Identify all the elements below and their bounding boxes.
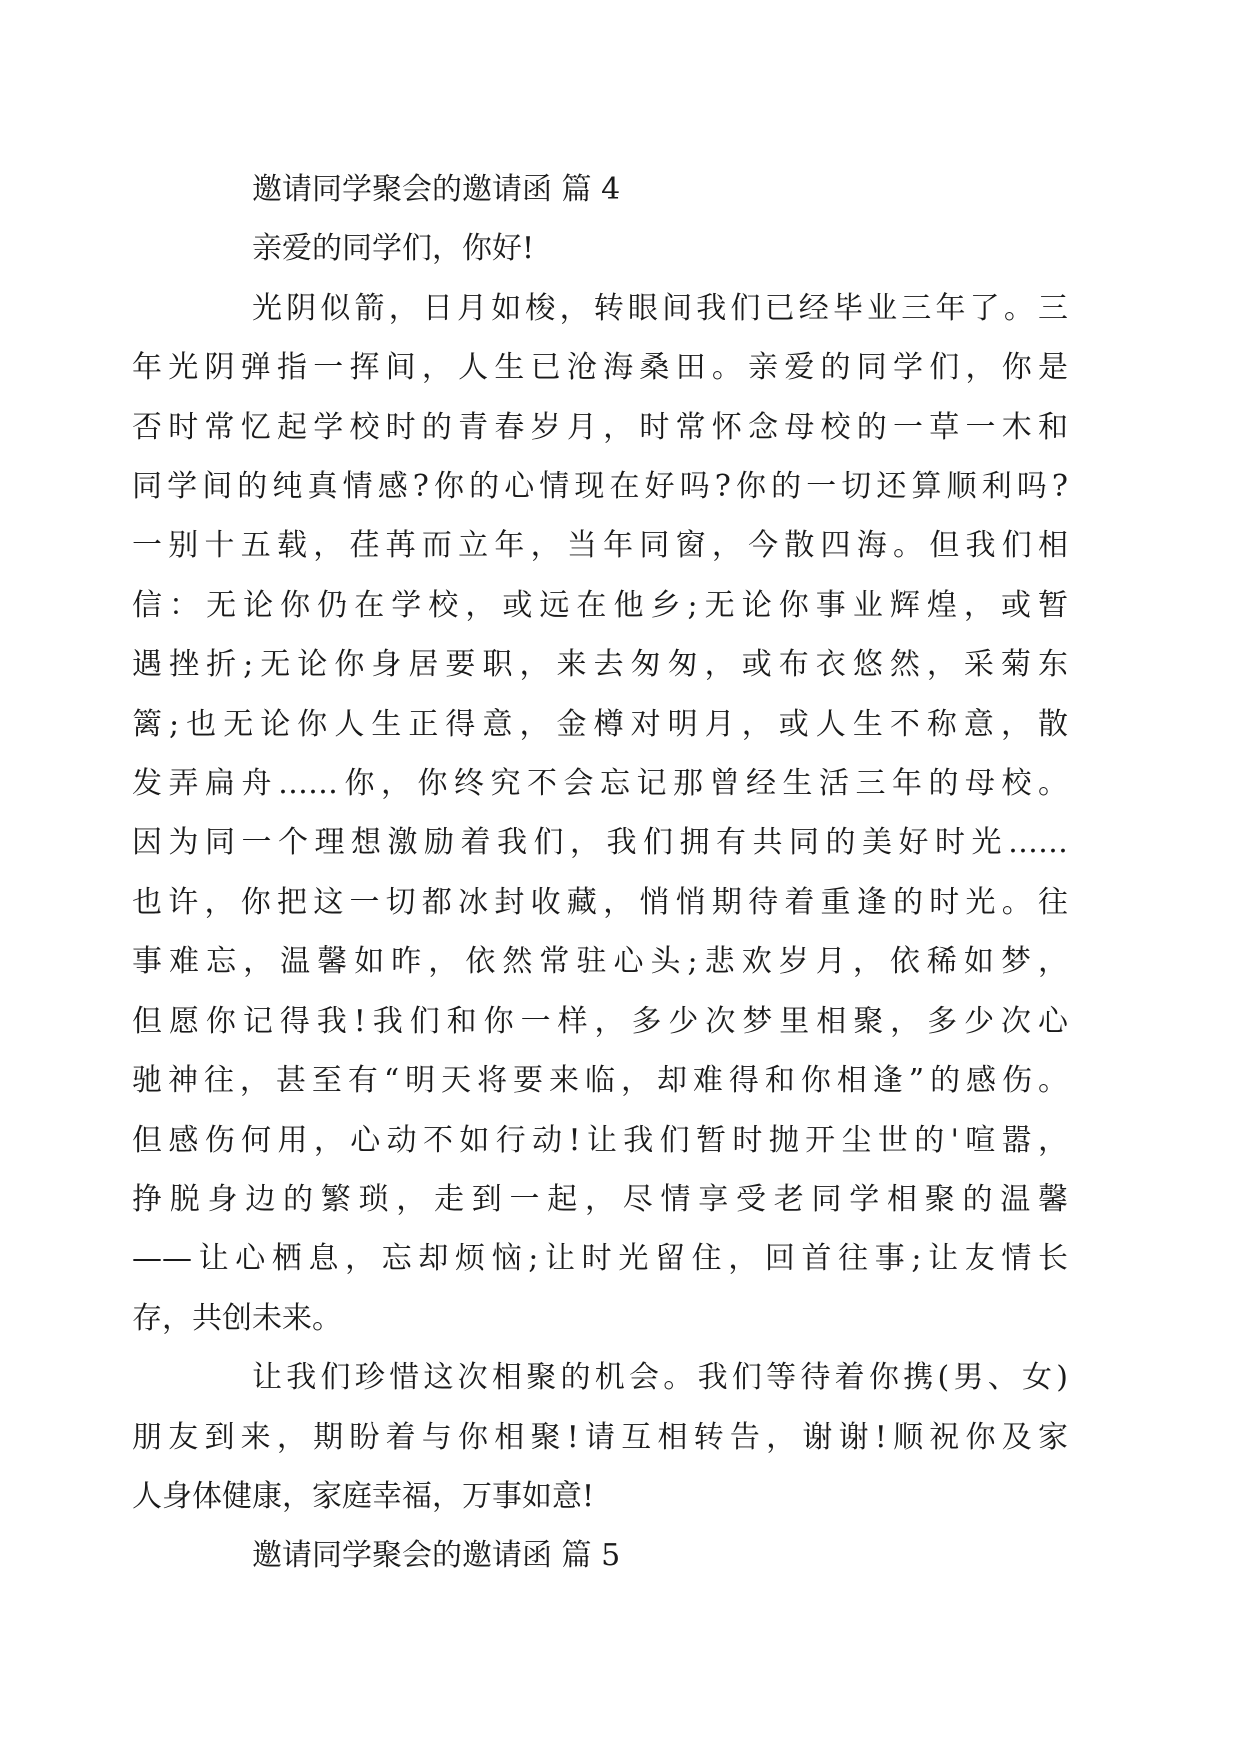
paragraph-line: 挣脱身边的繁琐，走到一起，尽情享受老同学相聚的温馨 [132, 1181, 1068, 1217]
paragraph-line: ——让心栖息，忘却烦恼;让时光留住，回首往事;让友情长 [132, 1241, 1068, 1277]
greeting [192, 219, 1068, 278]
paragraph-line: 信：无论你仍在学校，或远在他乡;无论你事业辉煌，或暂 [132, 587, 1068, 623]
paragraph-line: 朋友到来，期盼着与你相聚!请互相转告，谢谢!顺祝你及家 [132, 1419, 1068, 1455]
heading-text: 邀请同学聚会的邀请函 篇 5 [252, 1538, 621, 1574]
paragraph-line: 让我们珍惜这次相聚的机会。我们等待着你携(男、女) [252, 1360, 1068, 1396]
section-heading-5 [192, 1526, 1068, 1585]
greeting-text: 亲爱的同学们，你好! [252, 231, 535, 267]
paragraph-line: 人身体健康，家庭幸福，万事如意! [132, 1478, 595, 1514]
paragraph-line: 光阴似箭，日月如梭，转眼间我们已经毕业三年了。三 [252, 290, 1068, 326]
paragraph-line: 否时常忆起学校时的青春岁月，时常怀念母校的一草一木和 [132, 409, 1068, 445]
paragraph-line: 同学间的纯真情感?你的心情现在好吗?你的一切还算顺利吗? [132, 469, 1068, 505]
paragraph-line: 但愿你记得我!我们和你一样，多少次梦里相聚，多少次心 [132, 1003, 1068, 1039]
paragraph-line: 因为同一个理想激励着我们，我们拥有共同的美好时光…… [132, 825, 1068, 861]
section-heading-4 [192, 160, 1068, 219]
paragraph-line: 驰神往，甚至有“明天将要来临，却难得和你相逢”的感伤。 [132, 1063, 1068, 1099]
paragraph-line: 遇挫折;无论你身居要职，来去匆匆，或布衣悠然，采菊东 [132, 647, 1068, 683]
paragraph-line: 存，共创未来。 [132, 1300, 342, 1336]
paragraph-line: 事难忘，温馨如昨，依然常驻心头;悲欢岁月，依稀如梦， [132, 944, 1068, 980]
closing-paragraph [132, 1348, 1068, 1526]
paragraph-line: 也许，你把这一切都冰封收藏，悄悄期待着重逢的时光。往 [132, 884, 1068, 920]
paragraph-line: 一别十五载，荏苒而立年，当年同窗，今散四海。但我们相 [132, 528, 1068, 564]
paragraph-line: 发弄扁舟……你，你终究不会忘记那曾经生活三年的母校。 [132, 766, 1068, 802]
paragraph-line: 篱;也无论你人生正得意，金樽对明月，或人生不称意，散 [132, 706, 1068, 742]
document-body [132, 160, 1068, 1586]
paragraph-line: 但感伤何用，心动不如行动!让我们暂时抛开尘世的'喧嚣， [132, 1122, 1068, 1158]
body-paragraph [132, 279, 1068, 1348]
heading-text: 邀请同学聚会的邀请函 篇 4 [252, 172, 621, 207]
paragraph-line: 年光阴弹指一挥间，人生已沧海桑田。亲爱的同学们，你是 [132, 350, 1068, 386]
